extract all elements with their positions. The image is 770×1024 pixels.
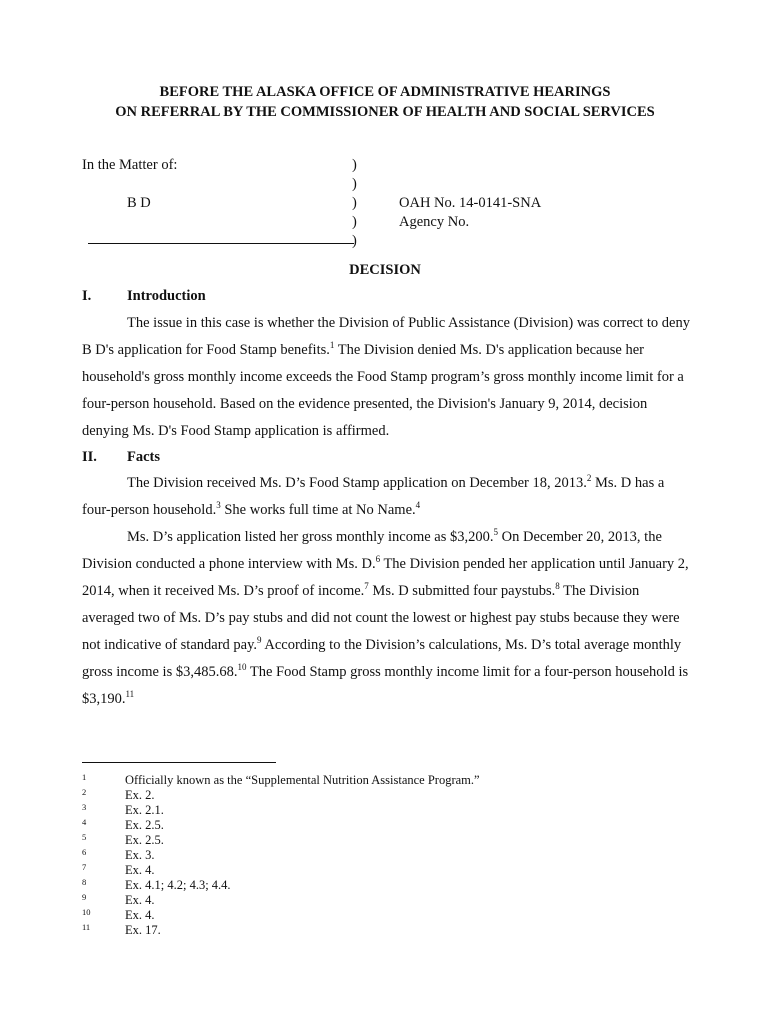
facts-body [82, 470, 692, 713]
header-line-1: BEFORE THE ALASKA OFFICE OF ADMINISTRATIVE HEARINGS [159, 84, 611, 100]
footnote-number: 8 [82, 877, 87, 887]
footnote-number: 5 [82, 832, 87, 842]
caption-paren: ) [352, 195, 357, 211]
footnote [82, 833, 682, 848]
footnote [82, 788, 682, 803]
text-run: Ms. D submitted four paystubs. [368, 583, 556, 599]
footnote-text: Officially known as the “Supplemental Nutrition Assistance Program.” [125, 773, 480, 787]
footnote-ref: 10 [237, 662, 247, 673]
footnote-number: 10 [82, 907, 91, 917]
text-run: The issue in this case is whether the Division of Public Assistance (Division) was correct to deny B D's application for Food Stamp benefits. [82, 315, 690, 358]
footnote-number: 6 [82, 847, 87, 857]
footnote-number: 9 [82, 892, 87, 902]
decision-title: DECISION [349, 262, 421, 278]
footnote-ref: 3 [216, 500, 221, 511]
footnote-ref: 7 [364, 581, 369, 592]
footnote-ref: 6 [375, 554, 381, 565]
footnote-ref: 4 [415, 500, 421, 511]
introduction-paragraph [82, 310, 692, 445]
text-run: Ms. D’s application listed her gross monthly income as $3,200. [127, 529, 494, 545]
footnote-number: 4 [82, 817, 87, 827]
text-run: The Food Stamp gross monthly income limit for a four-person household is $3,190. [82, 664, 689, 707]
footnote [82, 803, 682, 818]
footnote-ref: 8 [555, 581, 560, 592]
footnote-number: 2 [82, 787, 87, 797]
facts-paragraph-2 [82, 524, 692, 713]
text-run: According to the Division’s calculations, Ms. D’s total average monthly gross income is $3,485.68. [82, 637, 682, 680]
document-header [0, 82, 770, 122]
footnotes [82, 773, 682, 938]
footnote [82, 848, 682, 863]
facts-paragraph-1 [82, 470, 692, 524]
section-title-facts: Facts [127, 449, 161, 465]
footnote [82, 818, 682, 833]
caption-oah-number: OAH No. 14-0141-SNA [399, 195, 542, 211]
footnote [82, 773, 682, 788]
introduction-body [82, 310, 692, 445]
footnote [82, 908, 682, 923]
footnote-text: Ex. 17. [125, 923, 161, 937]
text-run: On December 20, 2013, the Division conducted a phone interview with Ms. D. [82, 529, 662, 572]
footnote-text: Ex. 2. [125, 788, 155, 802]
footnote [82, 893, 682, 908]
footnote-number: 1 [82, 772, 87, 782]
text-run: The Division pended her application until January 2, 2014, when it received Ms. D’s proof of income. [82, 556, 689, 599]
caption-matter-of: In the Matter of: [82, 157, 178, 173]
footnote-text: Ex. 2.5. [125, 833, 164, 847]
footnote-number: 11 [82, 922, 91, 932]
section-number-facts: II. [82, 449, 97, 465]
caption-parentheses [352, 156, 372, 251]
footnote-text: Ex. 4. [125, 908, 155, 922]
footnote-ref: 1 [329, 340, 335, 351]
footnote [82, 923, 682, 938]
footnote-text: Ex. 4.1; 4.2; 4.3; 4.4. [125, 878, 231, 892]
footnote-ref: 11 [125, 689, 135, 700]
caption-paren: ) [352, 176, 357, 192]
footnote-number: 7 [82, 862, 87, 872]
footnote-text: Ex. 2.1. [125, 803, 164, 817]
caption-underline [88, 243, 354, 244]
footnote [82, 878, 682, 893]
footnote-text: Ex. 3. [125, 848, 155, 862]
footnote-ref: 2 [586, 473, 592, 484]
footnote-separator [82, 762, 276, 763]
footnote-text: Ex. 4. [125, 893, 155, 907]
text-run: The Division denied Ms. D's application because her household's gross monthly income exceeds the Food Stamp program’s gross monthly income limit for a four-person household. Based on the evidence presented, the Division's January 9, 2014, decision denying Ms. D's Food Stamp application is affirmed. [82, 342, 684, 439]
text-run: The Division received Ms. D’s Food Stamp application on December 18, 2013. [127, 475, 587, 491]
caption-party-name: B D [127, 195, 151, 211]
section-title-introduction: Introduction [127, 288, 206, 304]
footnote-ref: 5 [493, 527, 498, 538]
header-line-2: ON REFERRAL BY THE COMMISSIONER OF HEALTH AND SOCIAL SERVICES [115, 104, 655, 120]
text-run: Ms. D has a four-person household. [82, 475, 665, 518]
section-number-introduction: I. [82, 288, 92, 304]
footnote-number: 3 [82, 802, 87, 812]
footnote-ref: 9 [257, 635, 262, 646]
caption-agency-number: Agency No. [399, 214, 470, 230]
footnote-text: Ex. 4. [125, 863, 155, 877]
footnote [82, 863, 682, 878]
text-run: The Division averaged two of Ms. D’s pay stubs and did not count the lowest or highest pay stubs because they were not indicative of standard pay. [82, 583, 680, 653]
caption-paren: ) [352, 157, 357, 173]
footnote-text: Ex. 2.5. [125, 818, 164, 832]
caption-paren: ) [352, 214, 357, 230]
text-run: She works full time at No Name. [220, 502, 416, 518]
caption-paren: ) [352, 233, 357, 249]
